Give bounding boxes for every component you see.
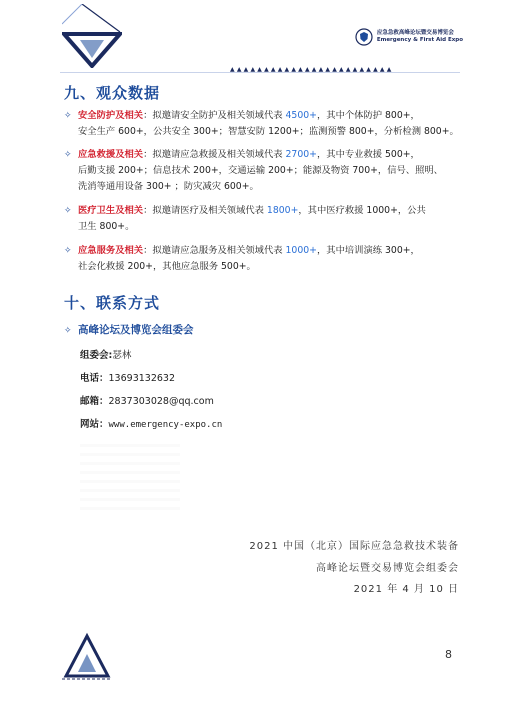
header-divider-line xyxy=(60,72,460,73)
logo-english: Emergency & First Aid Expo xyxy=(376,37,463,43)
audience-item-rescue: ✧ 应急救援及相关：拟邀请应急救援及相关领域代表 2700+，其中专业救援 500+， 后勤支援 200+；信息技术 200+，交通运输 200+；能源及物资 700+，信号、照明、 洗消等通用设备 300+ ；防灾减灾 600+。 xyxy=(64,149,443,192)
shield-emblem-icon xyxy=(355,28,373,46)
faded-stamp-area xyxy=(80,440,180,510)
footer-organizer-line2: 高峰论坛暨交易博览会组委会 xyxy=(316,563,459,574)
diamond-bullet-icon: ✧ xyxy=(64,150,72,160)
page-number: 8 xyxy=(445,648,452,661)
diamond-bullet-icon: ✧ xyxy=(64,246,72,256)
logo-chinese: 应急急救高峰论坛暨交易博览会 xyxy=(376,30,454,36)
contact-email[interactable]: 邮箱：2837303028@qq.com xyxy=(80,396,214,407)
diamond-bullet-icon: ✧ xyxy=(64,206,72,216)
footer-organizer-line1: 2021 中国（北京）国际应急急救技术装备 xyxy=(249,541,459,552)
bottom-triangle-decoration xyxy=(62,626,112,682)
diamond-bullet-icon: ✧ xyxy=(64,326,72,336)
expo-logo xyxy=(355,28,463,46)
audience-item-service: ✧ 应急服务及相关：拟邀请应急服务及相关领域代表 1000+，其中培训演练 300+， 社会化救援 200+，其他应急服务 500+。 xyxy=(64,245,420,272)
diamond-bullet-icon: ✧ xyxy=(64,111,72,121)
header-divider-triangles: ▲▲▲▲▲▲▲▲▲▲▲▲▲▲▲▲▲▲▲▲▲▲▲▲ xyxy=(230,66,394,73)
footer-date: 2021 年 4 月 10 日 xyxy=(353,584,459,595)
audience-item-medical: ✧ 医疗卫生及相关：拟邀请医疗及相关领域代表 1800+，其中医疗救援 1000+，公共 卫生 800+。 xyxy=(64,205,426,232)
contact-phone: 电话：13693132632 xyxy=(80,373,176,384)
section-9-title: 九、观众数据 xyxy=(64,84,161,102)
contact-website[interactable]: 网站：www.emergency-expo.cn xyxy=(80,419,223,430)
audience-item-safety: ✧ 安全防护及相关：拟邀请安全防护及相关领域代表 4500+，其中个体防护 800+， 安全生产 600+，公共安全 300+；智慧安防 1200+；监测预警 800+，分析检测 800+。 xyxy=(64,110,459,137)
organizer-subtitle: ✧ 高峰论坛及博览会组委会 xyxy=(64,324,194,336)
section-10-title: 十、联系方式 xyxy=(64,294,161,312)
corner-triangle-decoration xyxy=(62,4,122,68)
contact-person: 组委会:瑟林 xyxy=(80,350,132,361)
